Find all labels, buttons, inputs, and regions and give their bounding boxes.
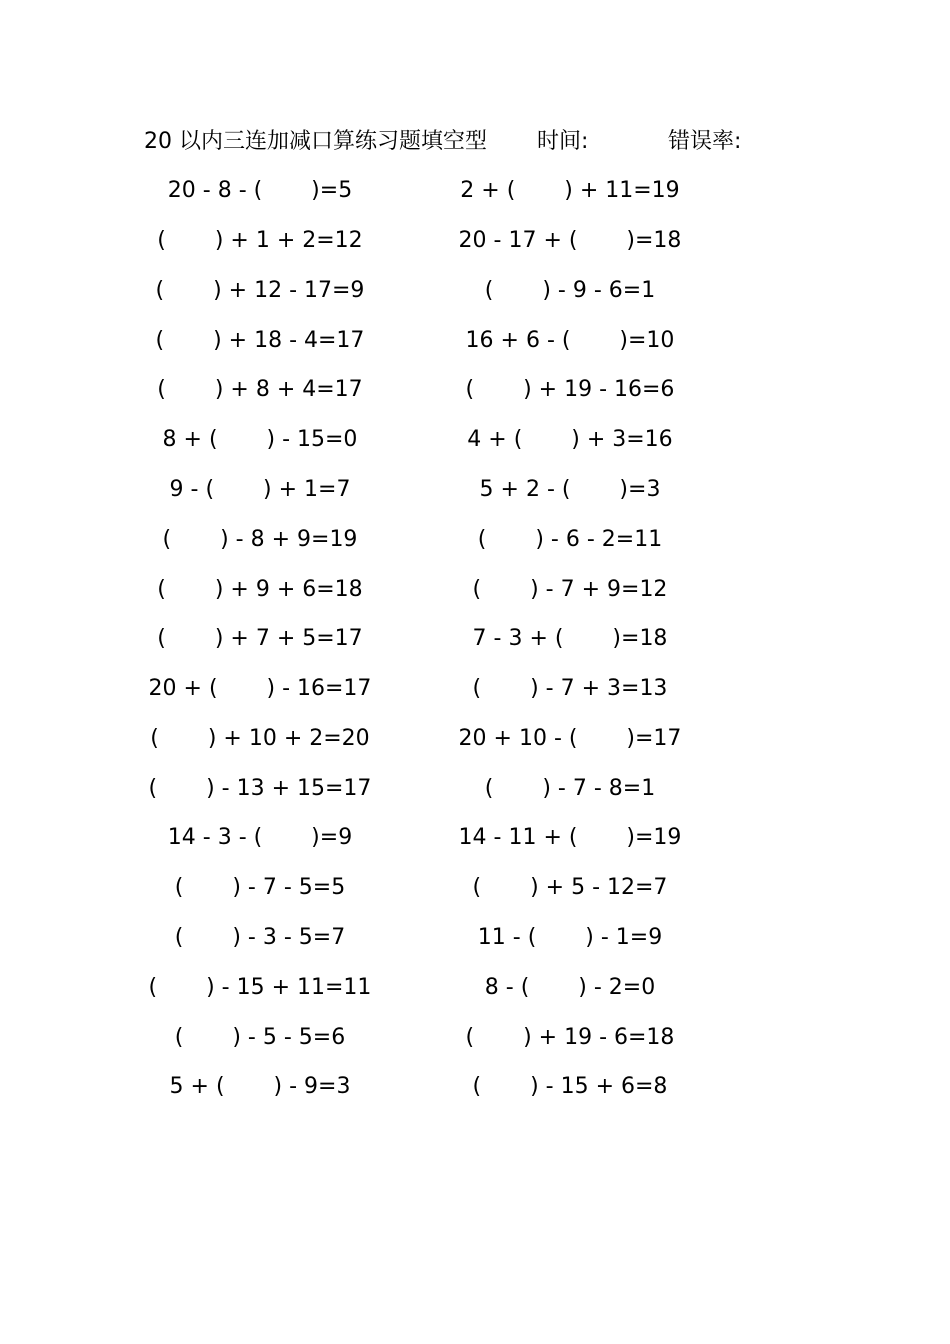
problem-left-18: ( ) - 5 - 5=6 [174,1025,346,1050]
problem-right-19: ( ) - 15 + 6=8 [472,1074,668,1099]
worksheet-title: 20 以内三连加减口算练习题填空型 [144,129,487,154]
problem-right-9: ( ) - 7 + 9=12 [472,577,668,602]
problem-left-2: ( ) + 1 + 2=12 [157,228,363,253]
problem-right-3: ( ) - 9 - 6=1 [484,278,656,303]
problem-left-7: 9 - ( ) + 1=7 [169,477,351,502]
problem-right-2: 20 - 17 + ( )=18 [458,228,682,253]
problem-right-7: 5 + 2 - ( )=3 [479,477,661,502]
problem-left-16: ( ) - 3 - 5=7 [174,925,346,950]
problem-left-5: ( ) + 8 + 4=17 [157,377,363,402]
problem-left-17: ( ) - 15 + 11=11 [148,975,372,1000]
problem-right-17: 8 - ( ) - 2=0 [484,975,656,1000]
problem-left-10: ( ) + 7 + 5=17 [157,626,363,651]
problem-right-8: ( ) - 6 - 2=11 [477,527,663,552]
problem-left-3: ( ) + 12 - 17=9 [155,278,365,303]
problem-left-4: ( ) + 18 - 4=17 [155,328,365,353]
problem-right-6: 4 + ( ) + 3=16 [467,427,673,452]
problem-right-13: ( ) - 7 - 8=1 [484,776,656,801]
problem-left-19: 5 + ( ) - 9=3 [169,1074,351,1099]
worksheet-header [144,124,784,160]
problem-right-1: 2 + ( ) + 11=19 [460,178,680,203]
error-rate-label: 错误率: [668,129,742,154]
problem-right-15: ( ) + 5 - 12=7 [472,875,668,900]
problem-right-14: 14 - 11 + ( )=19 [458,825,682,850]
problem-right-10: 7 - 3 + ( )=18 [472,626,668,651]
problem-right-12: 20 + 10 - ( )=17 [458,726,682,751]
problem-left-13: ( ) - 13 + 15=17 [148,776,372,801]
problem-left-11: 20 + ( ) - 16=17 [148,676,372,701]
time-label: 时间: [537,129,589,154]
problem-left-6: 8 + ( ) - 15=0 [162,427,358,452]
problem-right-16: 11 - ( ) - 1=9 [477,925,663,950]
problem-right-18: ( ) + 19 - 6=18 [465,1025,675,1050]
problem-left-9: ( ) + 9 + 6=18 [157,577,363,602]
problem-left-15: ( ) - 7 - 5=5 [174,875,346,900]
problem-left-12: ( ) + 10 + 2=20 [150,726,370,751]
problem-left-1: 20 - 8 - ( )=5 [167,178,353,203]
problem-right-5: ( ) + 19 - 16=6 [465,377,675,402]
problem-left-8: ( ) - 8 + 9=19 [162,527,358,552]
problem-right-4: 16 + 6 - ( )=10 [465,328,675,353]
problem-left-14: 14 - 3 - ( )=9 [167,825,353,850]
problem-right-11: ( ) - 7 + 3=13 [472,676,668,701]
